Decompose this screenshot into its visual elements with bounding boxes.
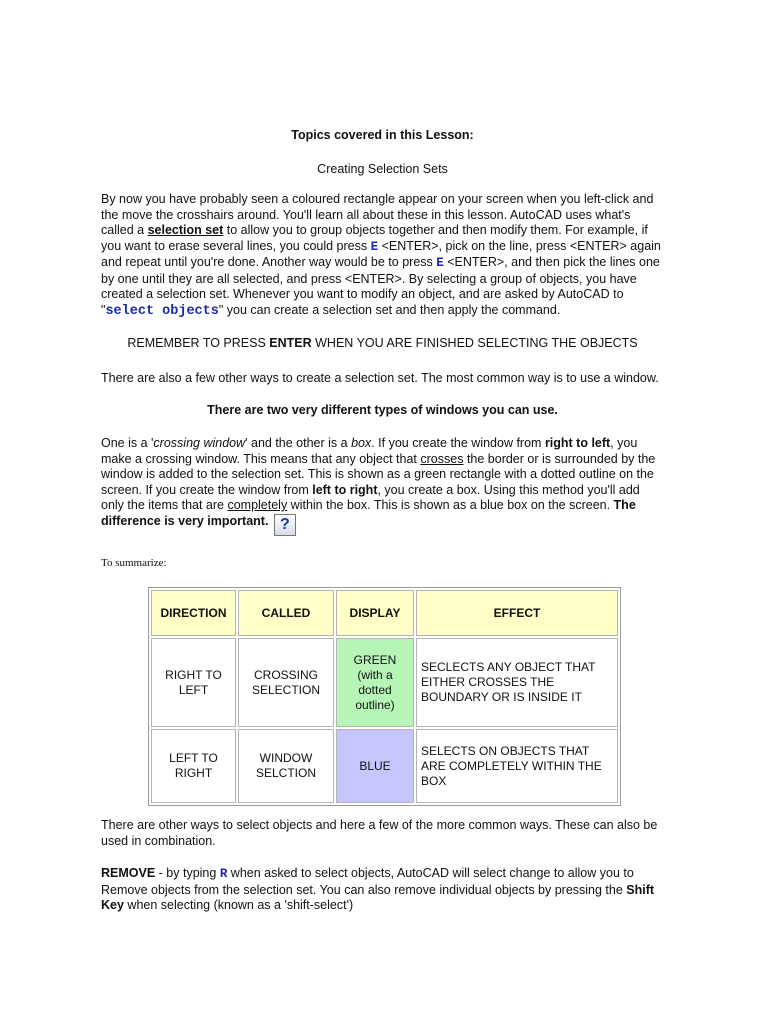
remember-text: WHEN YOU ARE FINISHED SELECTING THE OBJECTS [311,336,638,350]
shift-key-term: Shift Key [101,882,655,912]
table-header-row [151,590,618,636]
also-paragraph: There are also a few other ways to create a selection set. The most common way is to use a window. [101,371,659,385]
cell-called: WINDOW SELCTION [238,729,334,803]
windows-text: the border or is surrounded by the window is added to the selection set. This is shown as a green rectangle with a dotted outline on the screen. If you create the window from [101,451,656,497]
important-note: The difference is very important. [101,498,636,528]
header-effect: EFFECT [416,590,618,636]
header-display: DISPLAY [336,590,414,636]
key-r: R [219,867,228,881]
remove-text: when selecting (known as a 'shift-select') [123,898,354,912]
intro-text: <ENTER>, pick on the line, press <ENTER> again and repeat until you're done. Another way would be to press [101,238,661,269]
windows-text: One is a ' [101,436,154,450]
remember-note [101,336,664,352]
table-row [151,638,618,727]
windows-text: . If you create the window from [371,436,545,450]
cell-effect: SELECTS ON OBJECTS THAT ARE COMPLETELY WITHIN THE BOX [416,729,618,803]
windows-text: within the box. This is shown as a blue box on the screen. [287,498,614,512]
cell-called: CROSSING SELECTION [238,638,334,727]
intro-paragraph [101,192,664,319]
other-ways-paragraph: There are other ways to select objects and here a few of the more common ways. These can also be used in combination. [101,818,658,848]
header-called: CALLED [238,590,334,636]
key-e: E [370,239,379,254]
remove-label: REMOVE [101,866,156,880]
remove-paragraph [101,866,664,914]
summarize-label: To summarize: [101,557,167,569]
cell-direction: LEFT TO RIGHT [151,729,236,803]
cell-display-green: GREEN (with a dotted outline) [336,638,414,727]
windows-text: ' and the other is a [245,436,352,450]
enter-key-label: ENTER [269,336,312,350]
box-term: box [351,436,372,450]
intro-text: By now you have probably seen a coloured rectangle appear on your screen when you left-click and the move the crosshairs around. You'll learn all about these in this lesson. AutoCAD uses what's called a [101,192,654,237]
remember-text: REMEMBER TO PRESS [127,336,270,350]
completely-term: completely [227,498,288,512]
cell-effect: SECLECTS ANY OBJECT THAT EITHER CROSSES THE BOUNDARY OR IS INSIDE IT [416,638,618,727]
selection-set-term: selection set [147,223,224,237]
left-to-right-term: left to right [312,482,378,497]
crossing-window-term: crossing window [153,436,246,450]
two-types-heading: There are two very different types of windows you can use. [207,403,558,417]
windows-text: , you make a crossing window. This means that any object that [101,436,638,466]
cell-direction: RIGHT TO LEFT [151,638,236,727]
remove-text: - by typing [155,866,220,880]
header-direction: DIRECTION [151,590,236,636]
right-to-left-term: right to left [544,436,611,450]
intro-text: to allow you to group objects together and then modify them. For example, if you want to erase several lines, you could press [101,223,648,253]
selection-summary-table [148,587,621,806]
help-icon[interactable]: ? [274,514,296,536]
lesson-subtitle: Creating Selection Sets [317,162,448,176]
key-e: E [436,256,444,270]
crosses-term: crosses [420,451,464,466]
cell-display-blue: BLUE [336,729,414,803]
intro-text: <ENTER>, and then pick the lines one by one until they are all selected, and press <ENTER>. By selecting a group of objects, you have created a selection set. Whenever you want to modify an object, and are asked by AutoCAD to " [101,255,660,317]
windows-paragraph [101,436,664,536]
lesson-topics-heading: Topics covered in this Lesson: [291,128,474,142]
windows-text: , you create a box. Using this method you'll add only the items that are [101,482,640,512]
select-objects-command: select objects [105,303,219,319]
table-row [151,729,618,803]
intro-text: " you can create a selection set and then apply the command. [218,302,561,317]
remove-text: when asked to select objects, AutoCAD will select change to allow you to Remove objects from the selection set. You can also remove individual objects by pressing the [101,866,634,897]
